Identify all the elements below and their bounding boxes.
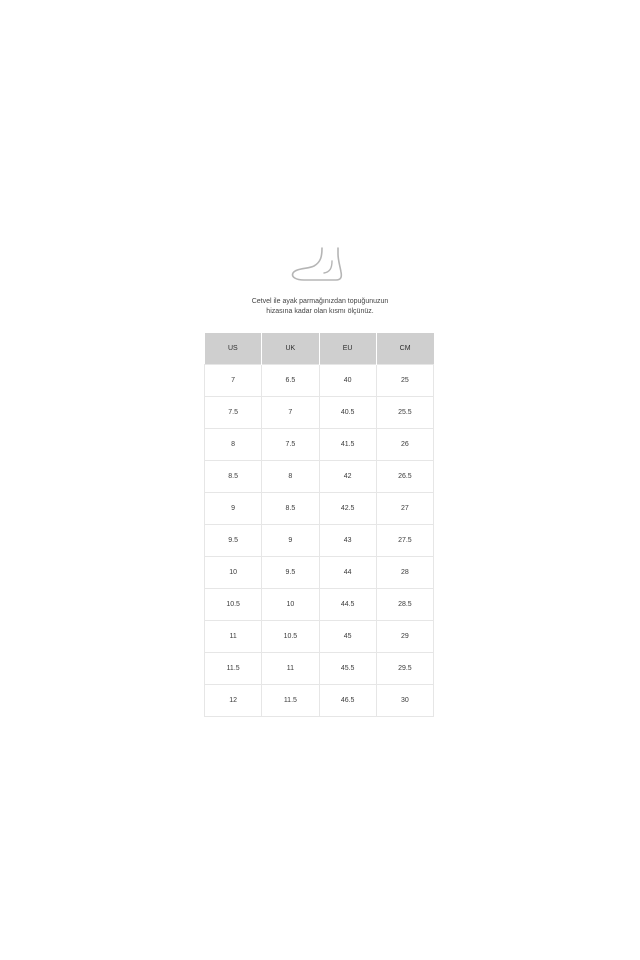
cell-uk: 8	[262, 461, 319, 493]
cell-uk: 8.5	[262, 493, 319, 525]
measure-instruction	[170, 297, 470, 317]
cell-eu: 40	[319, 365, 376, 397]
cell-us: 9.5	[205, 525, 262, 557]
instruction-line-1: Cetvel ile ayak parmağınızdan topuğunuzun	[251, 298, 389, 305]
table-header-row	[205, 333, 434, 365]
cell-eu: 45	[319, 621, 376, 653]
cell-uk: 7.5	[262, 429, 319, 461]
table-row	[205, 653, 434, 685]
table-row	[205, 461, 434, 493]
cell-eu: 43	[319, 525, 376, 557]
header-uk: UK	[262, 333, 319, 365]
cell-cm: 28.5	[376, 589, 433, 621]
cell-cm: 30	[376, 685, 433, 717]
table-row	[205, 685, 434, 717]
header-us: US	[205, 333, 262, 365]
cell-uk: 9	[262, 525, 319, 557]
cell-uk: 7	[262, 397, 319, 429]
table-row	[205, 557, 434, 589]
cell-us: 12	[205, 685, 262, 717]
cell-eu: 44	[319, 557, 376, 589]
header-eu: EU	[319, 333, 376, 365]
cell-cm: 25.5	[376, 397, 433, 429]
table-row	[205, 429, 434, 461]
cell-cm: 26	[376, 429, 433, 461]
cell-cm: 25	[376, 365, 433, 397]
cell-eu: 42	[319, 461, 376, 493]
table-row	[205, 397, 434, 429]
table-row	[205, 493, 434, 525]
cell-uk: 10.5	[262, 621, 319, 653]
cell-us: 9	[205, 493, 262, 525]
table-row	[205, 365, 434, 397]
size-chart-table	[204, 333, 434, 717]
cell-eu: 46.5	[319, 685, 376, 717]
table-row	[205, 589, 434, 621]
cell-us: 11.5	[205, 653, 262, 685]
cell-cm: 29	[376, 621, 433, 653]
cell-us: 8	[205, 429, 262, 461]
foot-icon	[288, 244, 348, 286]
cell-eu: 40.5	[319, 397, 376, 429]
cell-eu: 45.5	[319, 653, 376, 685]
cell-cm: 27.5	[376, 525, 433, 557]
cell-us: 7.5	[205, 397, 262, 429]
instruction-line-2: hizasına kadar olan kısmı ölçünüz.	[266, 308, 374, 315]
cell-uk: 10	[262, 589, 319, 621]
cell-us: 10.5	[205, 589, 262, 621]
table-row	[205, 525, 434, 557]
cell-uk: 9.5	[262, 557, 319, 589]
cell-eu: 44.5	[319, 589, 376, 621]
table-row	[205, 621, 434, 653]
cell-cm: 26.5	[376, 461, 433, 493]
cell-eu: 42.5	[319, 493, 376, 525]
cell-cm: 29.5	[376, 653, 433, 685]
header-cm: CM	[376, 333, 433, 365]
cell-us: 11	[205, 621, 262, 653]
cell-cm: 28	[376, 557, 433, 589]
cell-cm: 27	[376, 493, 433, 525]
cell-uk: 11	[262, 653, 319, 685]
cell-uk: 11.5	[262, 685, 319, 717]
cell-eu: 41.5	[319, 429, 376, 461]
cell-uk: 6.5	[262, 365, 319, 397]
cell-us: 7	[205, 365, 262, 397]
cell-us: 8.5	[205, 461, 262, 493]
cell-us: 10	[205, 557, 262, 589]
size-table-body	[205, 365, 434, 717]
